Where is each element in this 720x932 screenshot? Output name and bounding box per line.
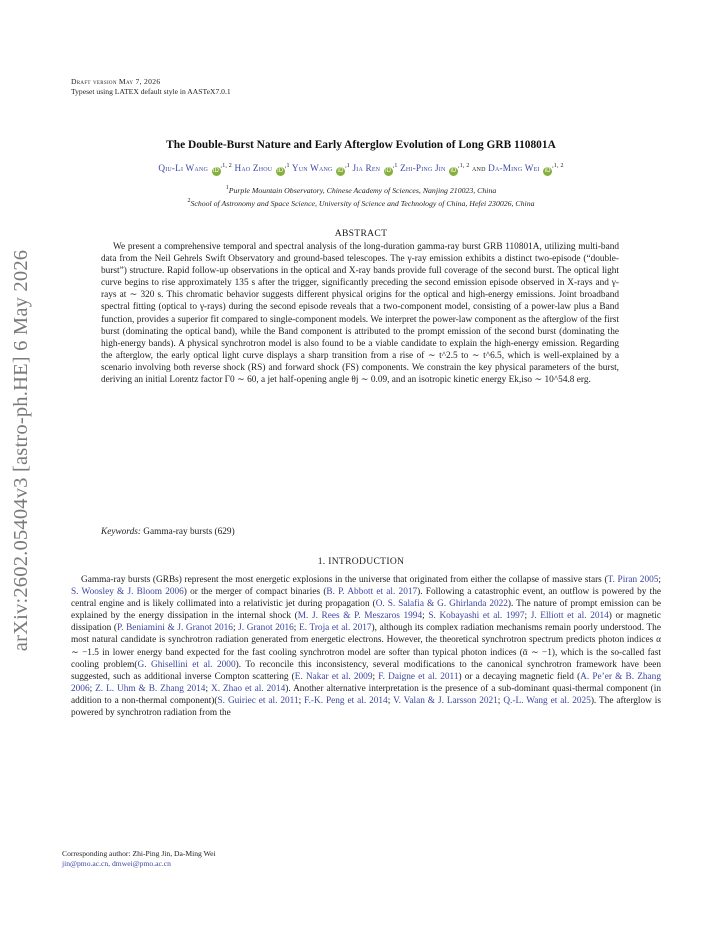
citation-link[interactable]: M. J. Rees & P. Meszaros 1994 bbox=[297, 611, 423, 622]
correspondence-footnote bbox=[62, 849, 462, 869]
affiliation-text: Purple Mountain Observatory, Chinese Academy of Sciences, Nanjing 210023, China bbox=[228, 186, 497, 195]
citation-link[interactable]: G. Ghisellini et al. 2000 bbox=[137, 659, 236, 670]
preprint-header bbox=[71, 77, 231, 97]
corresponding-author: Corresponding author: Zhi-Ping Jin, Da-Ming Wei bbox=[62, 849, 216, 858]
author-affiliation-marks: ,1, 2 bbox=[458, 163, 470, 169]
affiliation-text: School of Astronomy and Space Science, University of Science and Technology of China, Hefei 230026, China bbox=[190, 199, 535, 208]
citation-link[interactable]: F. Daigne et al. 2011 bbox=[378, 671, 459, 682]
affiliation-2 bbox=[62, 198, 660, 208]
abstract-heading: ABSTRACT bbox=[334, 228, 388, 239]
author-affiliation-marks: ,1, 2 bbox=[220, 163, 232, 169]
author-affiliation-marks: ,1 bbox=[392, 163, 398, 169]
author-name[interactable]: Jia Ren bbox=[352, 163, 383, 173]
keywords-label: Keywords: bbox=[101, 527, 141, 537]
citation-link[interactable]: S. Woosley & J. Bloom 2006 bbox=[71, 587, 184, 598]
author-affiliation-marks: ,1, 2 bbox=[552, 163, 564, 169]
typeset-line: Typeset using LATEX default style in AASTeX7.0.1 bbox=[71, 87, 231, 96]
orcid-icon[interactable]: iD bbox=[450, 168, 457, 174]
citation-link[interactable]: Q.-L. Wang et al. 2025 bbox=[503, 695, 591, 706]
author-list bbox=[62, 163, 660, 176]
citation-link[interactable]: J. Granot 2016 bbox=[238, 623, 294, 634]
citation-link[interactable]: T. Piran 2005 bbox=[607, 575, 659, 585]
arxiv-identifier-text: arXiv:2602.05404v3 [astro-ph.HE] 6 May 2026 bbox=[10, 249, 33, 651]
section-heading-introduction: 1. INTRODUCTION bbox=[317, 556, 405, 567]
email-links[interactable]: jin@pmo.ac.cn, dmwei@pmo.ac.cn bbox=[62, 859, 171, 868]
draft-version-line: Draft version May 7, 2026 bbox=[71, 77, 161, 86]
abstract-body: We present a comprehensive temporal and spectral analysis of the long-duration gamma-ray burst GRB 110801A, utilizing multi-band data from the Neil Gehrels Swift Observatory and ground-based telescopes. The γ-ray emission exhibits a distinct two-episode (“double-burst”) structure. Rapid follow-up observations in the optical and X-ray bands provide full coverage of the second burst. The optical light curve begins to rise approximately 135 s after the trigger, significantly preceding the second emission episode observed in X-rays and γ-rays at ∼ 320 s. This chromatic behavior suggests different physical origins for the optical and high-energy emissions. Joint broadband spectral fitting (optical to γ-rays) during the second episode reveals that a two-component model, consisting of a power-law plus a Band function, provides a superior fit compared to single-component models. We interpret the power-law component as the afterglow of the first burst (dominating the optical band), while the Band component is attributed to the prompt emission of the second burst (dominating the high-energy bands). A physical synchrotron model is also found to be a viable candidate to explain the high-energy emission. Regarding the afterglow, the early optical light curve displays a sharp transition from a rise of ∼ t^2.5 to ∼ t^6.5, which is well-explained by a scenario involving both reverse shock (RS) and forward shock (FS) components. We constrain the key physical parameters of the burst, deriving an initial Lorentz factor Γ0 ∼ 60, a jet half-opening angle θj ∼ 0.09, and an isotropic kinetic energy Ek,iso ∼ 10^54.8 erg. bbox=[101, 242, 619, 386]
citation-link[interactable]: Z. L. Uhm & B. Zhang 2014 bbox=[95, 683, 206, 694]
orcid-icon[interactable]: iD bbox=[385, 168, 392, 174]
citation-link[interactable]: P. Beniamini & J. Granot 2016 bbox=[117, 623, 233, 634]
author-name[interactable]: Qiu-Li Wang bbox=[158, 163, 211, 173]
citation-link[interactable]: S. Guiriec et al. 2011 bbox=[217, 695, 299, 706]
affiliation-1 bbox=[62, 185, 660, 195]
orcid-icon[interactable]: iD bbox=[337, 168, 344, 174]
citation-link[interactable]: S. Kobayashi et al. 1997 bbox=[428, 611, 525, 622]
arxiv-identifier-stamp bbox=[8, 230, 36, 670]
author-name[interactable]: Da-Ming Wei bbox=[488, 163, 543, 173]
affiliation-number: 2 bbox=[187, 198, 191, 204]
orcid-icon[interactable]: iD bbox=[212, 168, 220, 174]
paper-title: The Double-Burst Nature and Early Afterglow Evolution of Long GRB 110801A bbox=[166, 139, 556, 151]
introduction-paragraph: Gamma-ray bursts (GRBs) represent the most energetic explosions in the universe that originated from either the collapse of massive stars (T. Piran 2005; S. Woosley & J. Bloom 2006) or the merger of compact binaries (B. P. Abbott et al. 2017). Following a catastrophic event, an outflow is powered by the central engine and is likely collimated into a relativistic jet during propagation (O. S. Salafia & G. Ghirlanda 2022). The nature of prompt emission can be explained by the energy dissipation in the internal shock (M. J. Rees & P. Meszaros 1994; S. Kobayashi et al. 1997; J. Elliott et al. 2014) or magnetic dissipation (P. Beniamini & J. Granot 2016; J. Granot 2016; E. Troja et al. 2017), although its complex radiation mechanisms remain poorly understood. The most natural candidate is synchrotron radiation generated from energetic electrons. However, the theoretical synchrotron spectrum predicts photon indices α ∼ −1.5 in lower energy band expected for the fast cooling synchrotron model are softer than typical photon indices (ᾱ ∼ −1), which is the so-called fast cooling problem(G. Ghisellini et al. 2000). To reconcile this inconsistency, several modifications to the canonical synchrotron framework have been suggested, such as additional inverse Compton scattering (E. Nakar et al. 2009; F. Daigne et al. 2011) or a decaying magnetic field (A. Pe’er & B. Zhang 2006; Z. L. Uhm & B. Zhang 2014; X. Zhao et al. 2014). Another alternative interpretation is the presence of a sub-dominant quasi-thermal component (in addition to a non-thermal component)(S. Guiriec et al. 2011; F.-K. Peng et al. 2014; V. Valan & J. Larsson 2021; Q.-L. Wang et al. 2025). The afterglow is powered by synchrotron radiation from the bbox=[71, 575, 661, 719]
orcid-icon[interactable]: iD bbox=[277, 168, 284, 174]
citation-link[interactable]: V. Valan & J. Larsson 2021 bbox=[393, 695, 498, 706]
citation-link[interactable]: O. S. Salafia & G. Ghirlanda 2022 bbox=[375, 599, 508, 610]
citation-link[interactable]: F.-K. Peng et al. 2014 bbox=[304, 695, 388, 706]
affiliation-number: 1 bbox=[225, 185, 229, 191]
author-affiliation-marks: ,1 bbox=[284, 163, 290, 169]
author-name[interactable]: Zhi-Ping Jin bbox=[400, 163, 449, 173]
orcid-icon[interactable]: iD bbox=[544, 168, 551, 174]
author-name[interactable]: Yun Wang bbox=[291, 163, 336, 173]
author-affiliation-marks: ,1 bbox=[345, 163, 350, 169]
authors-and-word: and bbox=[469, 163, 489, 173]
keywords-line bbox=[101, 527, 621, 537]
citation-link[interactable]: X. Zhao et al. 2014 bbox=[210, 683, 286, 694]
citation-link[interactable]: B. P. Abbott et al. 2017 bbox=[326, 587, 418, 598]
author-name[interactable]: Hao Zhou bbox=[234, 163, 275, 173]
citation-link[interactable]: E. Nakar et al. 2009 bbox=[294, 671, 373, 682]
citation-link[interactable]: E. Troja et al. 2017 bbox=[299, 623, 372, 634]
citation-link[interactable]: A. Pe’er & B. Zhang 2006 bbox=[71, 671, 661, 694]
keywords-value: Gamma-ray bursts (629) bbox=[143, 527, 235, 537]
citation-link[interactable]: J. Elliott et al. 2014 bbox=[530, 611, 609, 622]
